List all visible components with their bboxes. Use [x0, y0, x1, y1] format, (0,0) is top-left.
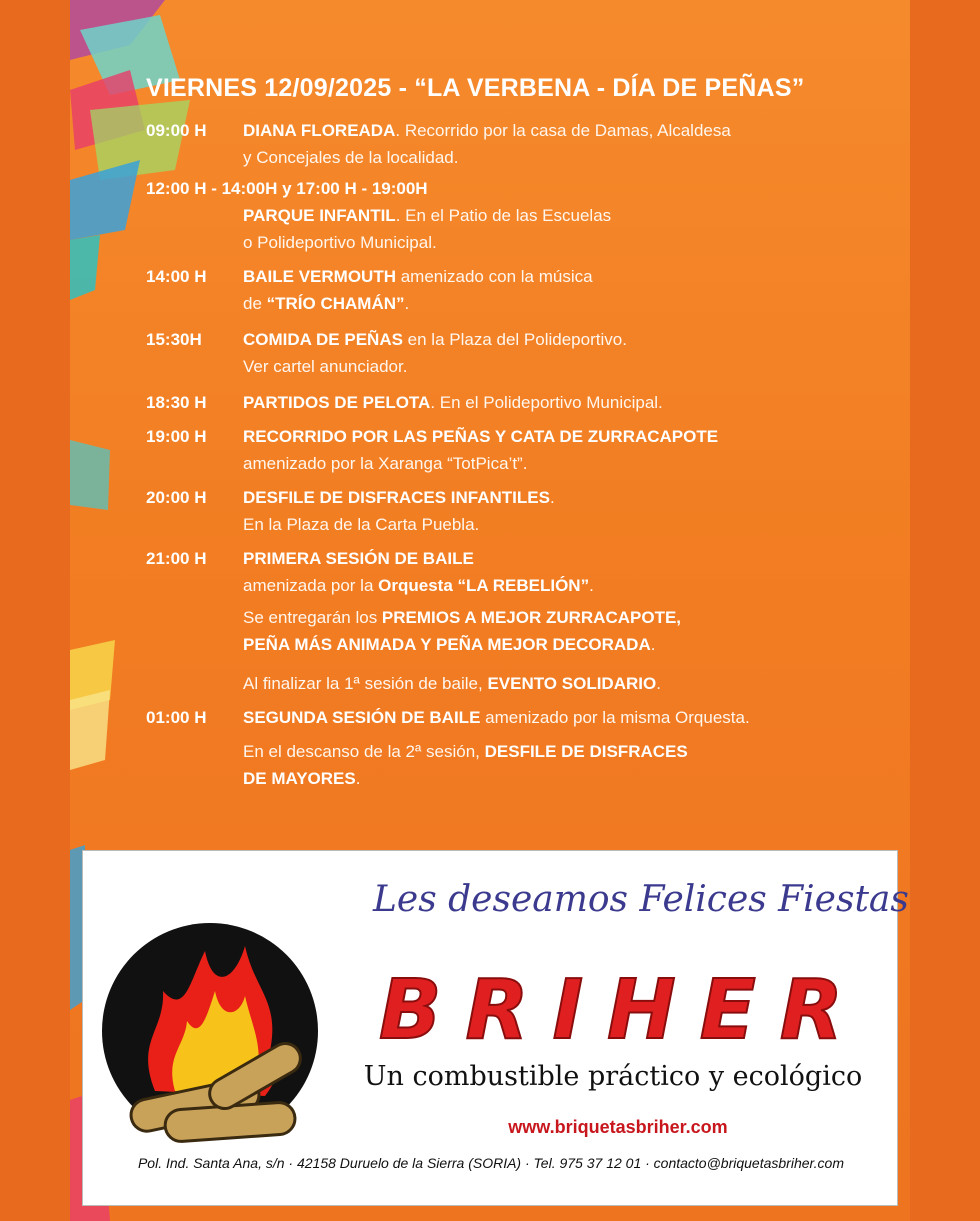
- schedule-description: [243, 704, 843, 731]
- body-text: o Polideportivo Municipal.: [243, 233, 437, 252]
- description-line: [243, 326, 843, 353]
- body-text: amenizado por la Xaranga “TotPica’t”.: [243, 454, 528, 473]
- schedule-time: 01:00 H: [146, 708, 207, 727]
- body-text: . En el Polideportivo Municipal.: [430, 393, 663, 412]
- body-text: .: [656, 674, 661, 693]
- description-line: [243, 511, 843, 538]
- body-text: amenizado con la música: [396, 267, 593, 286]
- highlight-text: PRIMERA SESIÓN DE BAILE: [243, 549, 474, 568]
- ad-wish-text: Les deseamos Felices Fiestas: [373, 879, 909, 920]
- highlight-text: PREMIOS A MEJOR ZURRACAPOTE,: [381, 608, 682, 627]
- highlight-text: EVENTO SOLIDARIO: [487, 674, 657, 693]
- schedule-description: [243, 738, 843, 792]
- description-line: [243, 117, 843, 144]
- description-line: [243, 604, 843, 631]
- body-text: y Concejales de la localidad.: [243, 148, 459, 167]
- schedule-description: [243, 326, 843, 380]
- schedule-time: 20:00 H: [146, 488, 207, 507]
- body-text: amenizado por la misma Orquesta.: [480, 708, 750, 727]
- schedule-time: 15:30H: [146, 330, 202, 349]
- highlight-text: “TRÍO CHAMÁN”: [266, 294, 405, 313]
- description-line: [243, 738, 843, 765]
- highlight-text: RECORRIDO POR LAS PEÑAS Y CATA DE ZURRACAPOTE: [243, 427, 719, 446]
- sponsor-ad: [82, 850, 909, 1206]
- schedule-description: [243, 545, 843, 599]
- ad-tagline: Un combustible práctico y ecológico: [363, 1061, 863, 1092]
- body-text: .: [589, 576, 594, 595]
- schedule-time: 09:00 H: [146, 121, 207, 140]
- schedule-time: 21:00 H: [146, 549, 207, 568]
- highlight-text: PEÑA MÁS ANIMADA Y PEÑA MEJOR DECORADA: [243, 635, 651, 654]
- highlight-text: PARTIDOS DE PELOTA: [243, 393, 431, 412]
- description-line: [243, 290, 843, 317]
- body-text: .: [549, 488, 555, 507]
- body-text: En la Plaza de la Carta Puebla.: [243, 515, 480, 534]
- highlight-text: COMIDA DE PEÑAS: [243, 330, 403, 349]
- description-line: [243, 572, 843, 599]
- highlight-text: DESFILE DE DISFRACES: [484, 742, 688, 761]
- schedule-description: [243, 604, 843, 658]
- schedule-time: 12:00 H - 14:00H y 17:00 H - 19:00H: [146, 179, 428, 198]
- highlight-text: DE MAYORES: [243, 769, 356, 788]
- highlight-text: DESFILE DE DISFRACES INFANTILES: [243, 488, 550, 507]
- description-line: [243, 353, 843, 380]
- body-text: .: [355, 769, 361, 788]
- description-line: [243, 229, 843, 256]
- description-line: [243, 765, 843, 792]
- description-line: [243, 631, 843, 658]
- body-text: de: [243, 294, 267, 313]
- body-text: Se entregarán los: [243, 608, 382, 627]
- fire-logs-icon: [95, 921, 325, 1151]
- highlight-text: BAILE VERMOUTH: [243, 267, 396, 286]
- schedule-description: [243, 117, 843, 171]
- ad-address: Pol. Ind. Santa Ana, s/n · 42158 Duruelo de la Sierra (SORIA) · Tel. 975 37 12 01 · contacto@briquetasbriher.com: [137, 1155, 845, 1171]
- page-title: VIERNES 12/09/2025 - “LA VERBENA - DÍA DE PEÑAS”: [146, 74, 805, 102]
- description-line: [243, 389, 843, 416]
- description-line: [243, 202, 843, 229]
- body-text: .: [650, 635, 656, 654]
- schedule-description: [243, 389, 843, 416]
- body-text: Al finalizar la 1ª sesión de baile,: [243, 674, 488, 693]
- description-line: [243, 545, 843, 572]
- description-line: [243, 670, 843, 697]
- highlight-text: PARQUE INFANTIL: [243, 206, 396, 225]
- schedule-description: [243, 423, 843, 477]
- description-line: [243, 263, 843, 290]
- brand-logo: BRIHER: [379, 963, 867, 1058]
- body-text: En el descanso de la 2ª sesión,: [243, 742, 485, 761]
- schedule-description: [243, 484, 843, 538]
- body-text: en la Plaza del Polideportivo.: [402, 330, 627, 349]
- description-line: [243, 423, 843, 450]
- schedule-description: [243, 670, 843, 697]
- body-text: Ver cartel anunciador.: [243, 357, 408, 376]
- schedule-time: 19:00 H: [146, 427, 207, 446]
- description-line: [243, 484, 843, 511]
- description-line: [243, 450, 843, 477]
- schedule-time: 14:00 H: [146, 267, 207, 286]
- body-text: amenizada por la: [243, 576, 379, 595]
- description-line: [243, 704, 843, 731]
- ad-website-link[interactable]: www.briquetasbriher.com: [508, 1117, 728, 1137]
- description-line: [243, 144, 843, 171]
- highlight-text: SEGUNDA SESIÓN DE BAILE: [243, 708, 481, 727]
- schedule-time: 18:30 H: [146, 393, 207, 412]
- body-text: . Recorrido por la casa de Damas, Alcaldesa: [395, 121, 731, 140]
- highlight-text: Orquesta “LA REBELIÓN”: [378, 576, 590, 595]
- schedule-description: [243, 263, 843, 317]
- body-text: .: [404, 294, 410, 313]
- body-text: . En el Patio de las Escuelas: [395, 206, 612, 225]
- highlight-text: DIANA FLOREADA: [243, 121, 396, 140]
- schedule-description: [243, 202, 843, 256]
